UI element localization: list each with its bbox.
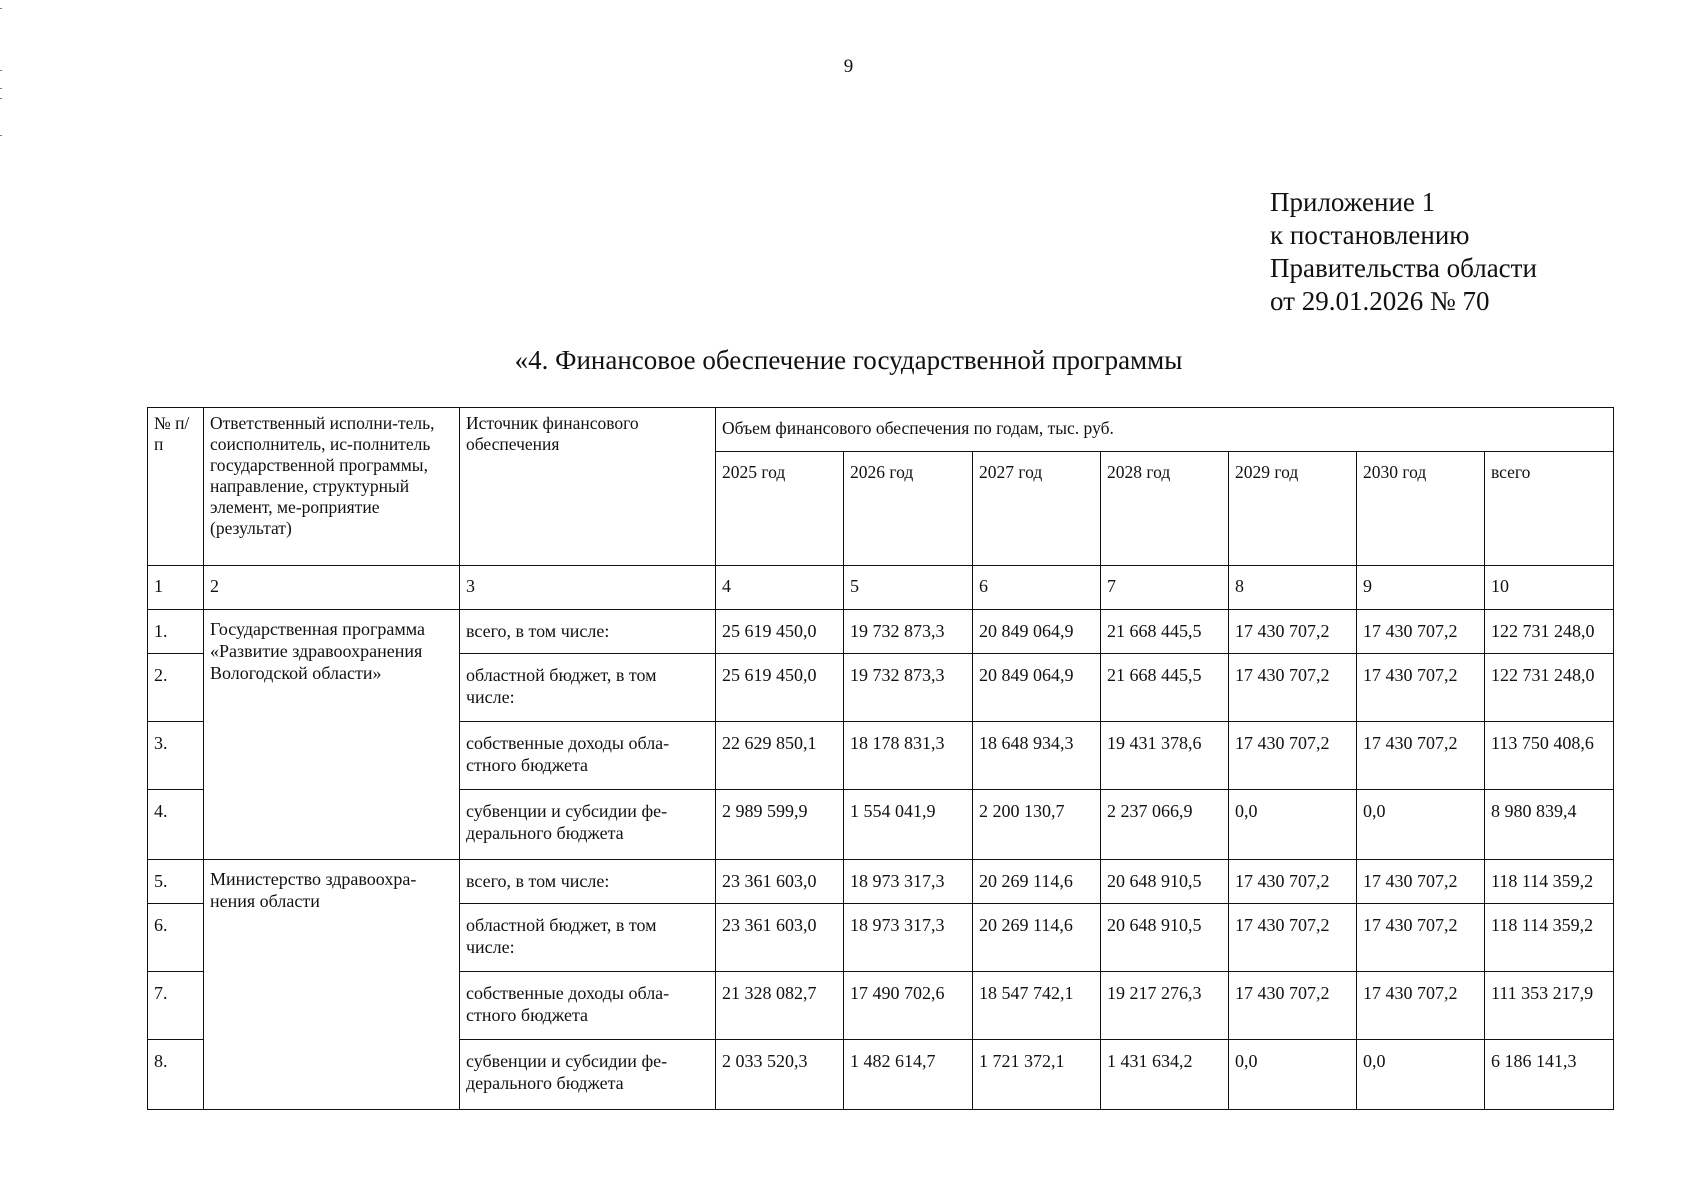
source-cell: собственные доходы обла-стного бюджета bbox=[460, 972, 716, 1040]
table-row bbox=[148, 860, 1614, 904]
row-number: 4. bbox=[148, 790, 204, 860]
total-cell: 118 114 359,2 bbox=[1485, 904, 1614, 972]
row-number: 2. bbox=[148, 654, 204, 722]
column-number-row bbox=[148, 566, 1614, 610]
row-number: 1. bbox=[148, 610, 204, 654]
source-cell: собственные доходы обла-стного бюджета bbox=[460, 722, 716, 790]
value-cell: 2 033 520,3 bbox=[716, 1040, 844, 1110]
row-number: 8. bbox=[148, 1040, 204, 1110]
source-cell: всего, в том числе: bbox=[460, 860, 716, 904]
value-cell: 17 430 707,2 bbox=[1357, 904, 1485, 972]
value-cell: 18 178 831,3 bbox=[844, 722, 973, 790]
row-number: 5. bbox=[148, 860, 204, 904]
financial-table bbox=[147, 407, 1614, 1110]
value-cell: 18 547 742,1 bbox=[973, 972, 1101, 1040]
header-year-2030: 2030 год bbox=[1357, 452, 1485, 566]
value-cell: 19 431 378,6 bbox=[1101, 722, 1229, 790]
total-cell: 122 731 248,0 bbox=[1485, 654, 1614, 722]
value-cell: 18 648 934,3 bbox=[973, 722, 1101, 790]
value-cell: 17 490 702,6 bbox=[844, 972, 973, 1040]
executor-cell: Государственная программа «Развитие здравоохранения Вологодской области» bbox=[204, 610, 460, 860]
header-year-2025: 2025 год bbox=[716, 452, 844, 566]
executor-cell: Министерство здравоохра-нения области bbox=[204, 860, 460, 1110]
value-cell: 17 430 707,2 bbox=[1357, 610, 1485, 654]
value-cell: 22 629 850,1 bbox=[716, 722, 844, 790]
header-executor: Ответственный исполни-тель, соисполнитель, ис-полнитель государственной программы, направление, структурный элемент, ме-роприятие (результат) bbox=[204, 408, 460, 566]
total-cell: 118 114 359,2 bbox=[1485, 860, 1614, 904]
column-number: 3 bbox=[460, 566, 716, 610]
appendix-line-3: Правительства области bbox=[1270, 253, 1537, 283]
value-cell: 0,0 bbox=[1229, 1040, 1357, 1110]
value-cell: 1 431 634,2 bbox=[1101, 1040, 1229, 1110]
appendix-line-2: к постановлению bbox=[1270, 220, 1470, 250]
total-cell: 122 731 248,0 bbox=[1485, 610, 1614, 654]
column-number: 9 bbox=[1357, 566, 1485, 610]
value-cell: 17 430 707,2 bbox=[1229, 654, 1357, 722]
value-cell: 19 732 873,3 bbox=[844, 610, 973, 654]
column-number: 5 bbox=[844, 566, 973, 610]
header-year-2027: 2027 год bbox=[973, 452, 1101, 566]
value-cell: 17 430 707,2 bbox=[1229, 972, 1357, 1040]
row-number: 7. bbox=[148, 972, 204, 1040]
appendix-line-1: Приложение 1 bbox=[1270, 187, 1436, 217]
value-cell: 0,0 bbox=[1357, 1040, 1485, 1110]
source-cell: областной бюджет, в том числе: bbox=[460, 654, 716, 722]
value-cell: 20 269 114,6 bbox=[973, 860, 1101, 904]
total-cell: 111 353 217,9 bbox=[1485, 972, 1614, 1040]
column-number: 2 bbox=[204, 566, 460, 610]
value-cell: 17 430 707,2 bbox=[1357, 654, 1485, 722]
row-number: 3. bbox=[148, 722, 204, 790]
source-cell: субвенции и субсидии фе-дерального бюджета bbox=[460, 790, 716, 860]
source-cell: субвенции и субсидии фе-дерального бюджета bbox=[460, 1040, 716, 1110]
value-cell: 25 619 450,0 bbox=[716, 610, 844, 654]
row-number: 6. bbox=[148, 904, 204, 972]
source-cell: областной бюджет, в том числе: bbox=[460, 904, 716, 972]
appendix-line-4: от 29.01.2026 № 70 bbox=[1270, 286, 1490, 316]
page-number: 9 bbox=[843, 56, 854, 77]
value-cell: 17 430 707,2 bbox=[1229, 904, 1357, 972]
value-cell: 25 619 450,0 bbox=[716, 654, 844, 722]
table-row bbox=[148, 610, 1614, 654]
column-number: 6 bbox=[973, 566, 1101, 610]
value-cell: 20 648 910,5 bbox=[1101, 860, 1229, 904]
value-cell: 1 721 372,1 bbox=[973, 1040, 1101, 1110]
column-number: 10 bbox=[1485, 566, 1614, 610]
value-cell: 17 430 707,2 bbox=[1357, 722, 1485, 790]
value-cell: 20 269 114,6 bbox=[973, 904, 1101, 972]
value-cell: 1 482 614,7 bbox=[844, 1040, 973, 1110]
total-cell: 113 750 408,6 bbox=[1485, 722, 1614, 790]
source-cell: всего, в том числе: bbox=[460, 610, 716, 654]
column-number: 4 bbox=[716, 566, 844, 610]
header-total: всего bbox=[1485, 452, 1614, 566]
header-volume: Объем финансового обеспечения по годам, тыс. руб. bbox=[716, 408, 1614, 452]
value-cell: 20 849 064,9 bbox=[973, 654, 1101, 722]
header-num: № п/п bbox=[148, 408, 204, 566]
value-cell: 23 361 603,0 bbox=[716, 860, 844, 904]
value-cell: 18 973 317,3 bbox=[844, 860, 973, 904]
value-cell: 2 989 599,9 bbox=[716, 790, 844, 860]
value-cell: 2 200 130,7 bbox=[973, 790, 1101, 860]
value-cell: 18 973 317,3 bbox=[844, 904, 973, 972]
header-source: Источник финансового обеспечения bbox=[460, 408, 716, 566]
value-cell: 17 430 707,2 bbox=[1229, 610, 1357, 654]
value-cell: 19 217 276,3 bbox=[1101, 972, 1229, 1040]
value-cell: 20 648 910,5 bbox=[1101, 904, 1229, 972]
value-cell: 0,0 bbox=[1357, 790, 1485, 860]
value-cell: 17 430 707,2 bbox=[1357, 972, 1485, 1040]
total-cell: 6 186 141,3 bbox=[1485, 1040, 1614, 1110]
value-cell: 1 554 041,9 bbox=[844, 790, 973, 860]
value-cell: 17 430 707,2 bbox=[1229, 860, 1357, 904]
value-cell: 21 668 445,5 bbox=[1101, 610, 1229, 654]
appendix-block bbox=[1270, 186, 1537, 318]
header-year-2029: 2029 год bbox=[1229, 452, 1357, 566]
column-number: 7 bbox=[1101, 566, 1229, 610]
value-cell: 19 732 873,3 bbox=[844, 654, 973, 722]
value-cell: 21 328 082,7 bbox=[716, 972, 844, 1040]
value-cell: 17 430 707,2 bbox=[1229, 722, 1357, 790]
value-cell: 20 849 064,9 bbox=[973, 610, 1101, 654]
value-cell: 17 430 707,2 bbox=[1357, 860, 1485, 904]
header-year-2026: 2026 год bbox=[844, 452, 973, 566]
value-cell: 2 237 066,9 bbox=[1101, 790, 1229, 860]
total-cell: 8 980 839,4 bbox=[1485, 790, 1614, 860]
section-title: «4. Финансовое обеспечение государственной программы bbox=[514, 345, 1183, 375]
column-number: 8 bbox=[1229, 566, 1357, 610]
value-cell: 0,0 bbox=[1229, 790, 1357, 860]
value-cell: 21 668 445,5 bbox=[1101, 654, 1229, 722]
column-number: 1 bbox=[148, 566, 204, 610]
value-cell: 23 361 603,0 bbox=[716, 904, 844, 972]
header-year-2028: 2028 год bbox=[1101, 452, 1229, 566]
